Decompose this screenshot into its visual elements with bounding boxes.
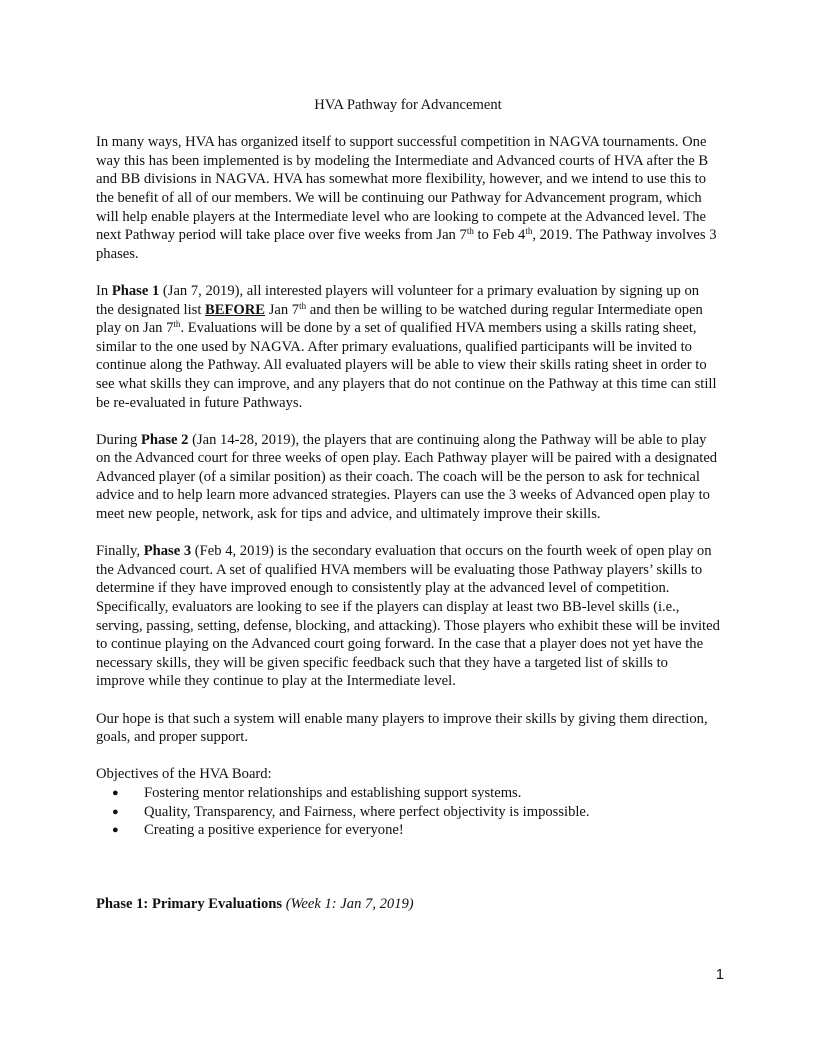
phase2-text: (Jan 14-28, 2019), the players that are continuing along the Pathway will be able to play on the Advanced court for three weeks of open play. Each Pathway player will be paired with a designated Advanced player (of a similar position) as their coach. The coach will be the person to ask for technical advice and to help learn more advanced strategies. Players can use the 3 weeks of Advanced open play to meet new people, network, ask for tips and advice, and ultimately improve their skills.	[96, 431, 718, 523]
phase1-text-2: Jan 7	[265, 301, 300, 318]
phase3-pre: Finally,	[96, 543, 144, 560]
list-item	[96, 784, 720, 803]
phase3-text: (Feb 4, 2019) is the secondary evaluation that occurs on the fourth week of open play on the Advanced court. A set of qualified HVA members will be evaluating those Pathway players’ skills to determine if they have improved enough to consistently play at the advanced level of competition. Specifically, evaluators are looking to see if the players can display at least two BB-level skills (i.e., serving, passing, setting, defense, blocking, and attacking). Those players who exhibit these will be invited to continue playing on the Advanced court going forward. In the case that a player does not yet have the necessary skills, they will be given specific feedback such that they have a targeted list of skills to improve while they continue to play at the Intermediate level.	[96, 543, 720, 690]
objective-text: Fostering mentor relationships and establishing support systems.	[144, 784, 522, 801]
bullet-icon: ●	[112, 786, 119, 799]
section-heading	[96, 895, 720, 914]
document-page	[96, 96, 720, 913]
intro-text-3: , 2019. The Pathway involves 3 phases.	[96, 227, 717, 262]
intro-text-1: In many ways, HVA has organized itself to support successful competition in NAGVA tournaments. One way this has been implemented is by modeling the Intermediate and Advanced courts of HVA after the B and BB divisions in NAGVA. HVA has somewhat more flexibility, however, and we intend to use this to the benefit of all of our members. We will be continuing our Pathway for Advancement program, which will help enable players at the Intermediate level who are looking to compete at the Advanced level. The next Pathway period will take place over five weeks from Jan 7	[96, 134, 709, 244]
phase1-text-1: (Jan 7, 2019), all interested players will volunteer for a primary evaluation by signing up on the designated list	[96, 282, 700, 318]
phase1-sup-1: th	[299, 300, 307, 311]
page-number: 1	[715, 967, 724, 983]
objectives-heading: Objectives of the HVA Board:	[96, 766, 272, 783]
phase1-before-emphasis: BEFORE	[205, 301, 266, 318]
list-item	[96, 821, 720, 840]
phase2-label: Phase 2	[141, 431, 189, 448]
phase1-pre: In	[96, 282, 112, 299]
phase2-paragraph	[96, 431, 720, 524]
phase1-label: Phase 1	[111, 282, 160, 299]
phase1-text-3: and then be willing to be watched during regular Intermediate open play on Jan 7	[96, 301, 703, 337]
phase1-text-4: . Evaluations will be done by a set of qualified HVA members using a skills rating sheet, similar to the one used by NAGVA. After primary evaluations, qualified participants will be invited to continue along the Pathway. All evaluated players will be able to view their skills rating sheet in order to see what skills they can improve, and any players that do not continue on the Pathway at this time can still be re-evaluated in future Pathways.	[96, 320, 717, 411]
document-title: HVA Pathway for Advancement	[314, 97, 502, 113]
bullet-icon: ●	[112, 824, 119, 837]
section-heading-bold: Phase 1: Primary Evaluations	[96, 895, 283, 912]
list-item	[96, 803, 720, 822]
intro-text-2: to Feb 4	[473, 227, 526, 244]
intro-paragraph	[96, 133, 720, 263]
objective-text: Quality, Transparency, and Fairness, where perfect objectivity is impossible.	[144, 803, 590, 820]
bullet-icon: ●	[112, 805, 119, 818]
phase1-paragraph	[96, 282, 720, 412]
phase1-sup-2: th	[173, 319, 181, 330]
section-heading-italic: (Week 1: Jan 7, 2019)	[285, 895, 414, 912]
phase3-label: Phase 3	[143, 543, 192, 560]
objective-text: Creating a positive experience for everyone!	[144, 822, 404, 839]
hope-paragraph: Our hope is that such a system will enable many players to improve their skills by giving them direction, goals, and proper support.	[96, 710, 708, 746]
intro-sup-1: th	[466, 226, 474, 237]
intro-sup-2: th	[525, 226, 533, 237]
phase3-paragraph	[96, 542, 720, 691]
phase2-pre: During	[96, 431, 141, 448]
objectives-list	[96, 784, 720, 840]
